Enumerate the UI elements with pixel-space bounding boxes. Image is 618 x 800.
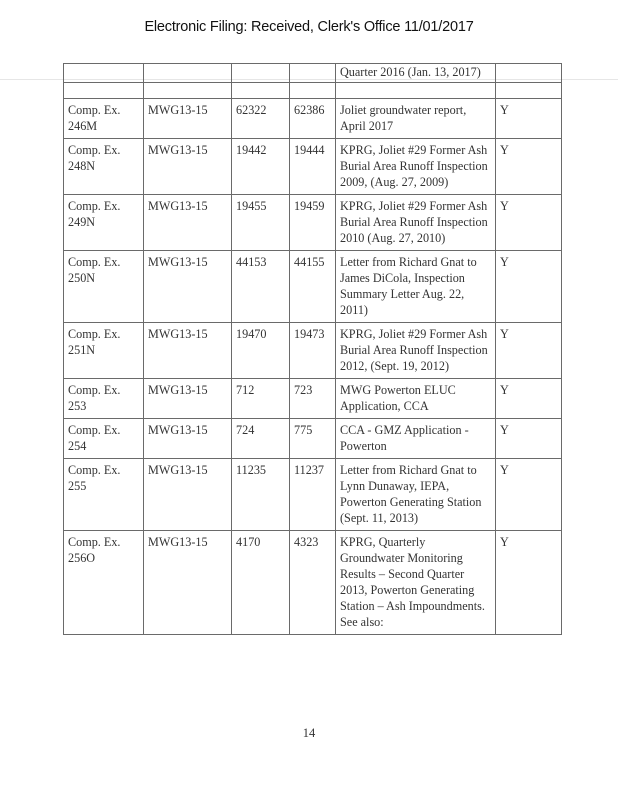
continuation-text: Quarter 2016 (Jan. 13, 2017) bbox=[336, 64, 496, 83]
document-series: MWG13-15 bbox=[144, 99, 232, 139]
bates-start: 19442 bbox=[232, 139, 290, 195]
bates-end: 11237 bbox=[290, 459, 336, 531]
document-series: MWG13-15 bbox=[144, 251, 232, 323]
table-row bbox=[64, 195, 562, 251]
document-series: MWG13-15 bbox=[144, 531, 232, 635]
continuation-row bbox=[64, 64, 562, 83]
bates-start: 712 bbox=[232, 379, 290, 419]
exhibit-prefix: Comp. Ex. bbox=[68, 199, 121, 213]
admitted-flag: Y bbox=[496, 139, 562, 195]
exhibit-prefix: Comp. Ex. bbox=[68, 103, 121, 117]
exhibit-id bbox=[64, 323, 144, 379]
admitted-flag: Y bbox=[496, 459, 562, 531]
table-row bbox=[64, 459, 562, 531]
bates-start: 19470 bbox=[232, 323, 290, 379]
exhibit-description: Joliet groundwater report, April 2017 bbox=[336, 99, 496, 139]
exhibit-description: KPRG, Quarterly Groundwater Monitoring Results – Second Quarter 2013, Powerton Generating Station – Ash Impoundments. See also: bbox=[336, 531, 496, 635]
exhibit-table bbox=[63, 63, 562, 635]
admitted-flag: Y bbox=[496, 99, 562, 139]
exhibit-id bbox=[64, 251, 144, 323]
table-row bbox=[64, 379, 562, 419]
exhibit-number: 255 bbox=[68, 479, 87, 493]
exhibit-description: Letter from Richard Gnat to James DiCola, Inspection Summary Letter Aug. 22, 2011) bbox=[336, 251, 496, 323]
bates-end: 4323 bbox=[290, 531, 336, 635]
page-number: 14 bbox=[302, 726, 316, 740]
exhibit-description: KPRG, Joliet #29 Former Ash Burial Area Runoff Inspection 2012, (Sept. 19, 2012) bbox=[336, 323, 496, 379]
exhibit-number: 253 bbox=[68, 399, 87, 413]
document-series: MWG13-15 bbox=[144, 379, 232, 419]
bates-start: 4170 bbox=[232, 531, 290, 635]
admitted-flag: Y bbox=[496, 531, 562, 635]
table-row bbox=[64, 139, 562, 195]
exhibit-prefix: Comp. Ex. bbox=[68, 383, 121, 397]
table-row bbox=[64, 531, 562, 635]
exhibit-id bbox=[64, 195, 144, 251]
exhibit-prefix: Comp. Ex. bbox=[68, 535, 121, 549]
admitted-flag: Y bbox=[496, 195, 562, 251]
exhibit-id bbox=[64, 531, 144, 635]
exhibit-id bbox=[64, 379, 144, 419]
document-series: MWG13-15 bbox=[144, 459, 232, 531]
bates-end: 723 bbox=[290, 379, 336, 419]
exhibit-number: 256O bbox=[68, 551, 96, 565]
exhibit-number: 254 bbox=[68, 439, 87, 453]
table-row bbox=[64, 251, 562, 323]
bates-start: 62322 bbox=[232, 99, 290, 139]
document-series: MWG13-15 bbox=[144, 419, 232, 459]
exhibit-id bbox=[64, 459, 144, 531]
exhibit-description: MWG Powerton ELUC Application, CCA bbox=[336, 379, 496, 419]
admitted-flag: Y bbox=[496, 379, 562, 419]
exhibit-prefix: Comp. Ex. bbox=[68, 463, 121, 477]
exhibit-prefix: Comp. Ex. bbox=[68, 143, 121, 157]
exhibit-description: Letter from Richard Gnat to Lynn Dunaway, IEPA, Powerton Generating Station (Sept. 11, 2013) bbox=[336, 459, 496, 531]
exhibit-number: 248N bbox=[68, 159, 96, 173]
exhibit-number: 251N bbox=[68, 343, 96, 357]
exhibit-id bbox=[64, 139, 144, 195]
exhibit-description: CCA - GMZ Application - Powerton bbox=[336, 419, 496, 459]
bates-end: 19459 bbox=[290, 195, 336, 251]
bates-end: 62386 bbox=[290, 99, 336, 139]
document-series: MWG13-15 bbox=[144, 139, 232, 195]
exhibit-id bbox=[64, 419, 144, 459]
exhibit-description: KPRG, Joliet #29 Former Ash Burial Area Runoff Inspection 2009, (Aug. 27, 2009) bbox=[336, 139, 496, 195]
filing-stamp-header: Electronic Filing: Received, Clerk's Office 11/01/2017 bbox=[144, 19, 474, 35]
spacer-row bbox=[64, 83, 562, 99]
exhibit-number: 250N bbox=[68, 271, 96, 285]
exhibit-prefix: Comp. Ex. bbox=[68, 327, 121, 341]
bates-start: 724 bbox=[232, 419, 290, 459]
exhibit-number: 249N bbox=[68, 215, 96, 229]
table-row bbox=[64, 99, 562, 139]
exhibit-number: 246M bbox=[68, 119, 98, 133]
bates-end: 44155 bbox=[290, 251, 336, 323]
bates-end: 19473 bbox=[290, 323, 336, 379]
document-series: MWG13-15 bbox=[144, 195, 232, 251]
admitted-flag: Y bbox=[496, 419, 562, 459]
exhibit-rows bbox=[64, 99, 562, 635]
bates-start: 11235 bbox=[232, 459, 290, 531]
bates-end: 19444 bbox=[290, 139, 336, 195]
admitted-flag: Y bbox=[496, 323, 562, 379]
bates-start: 44153 bbox=[232, 251, 290, 323]
admitted-flag: Y bbox=[496, 251, 562, 323]
exhibit-prefix: Comp. Ex. bbox=[68, 255, 121, 269]
exhibit-id bbox=[64, 99, 144, 139]
document-series: MWG13-15 bbox=[144, 323, 232, 379]
exhibit-description: KPRG, Joliet #29 Former Ash Burial Area Runoff Inspection 2010 (Aug. 27, 2010) bbox=[336, 195, 496, 251]
bates-start: 19455 bbox=[232, 195, 290, 251]
table-row bbox=[64, 323, 562, 379]
bates-end: 775 bbox=[290, 419, 336, 459]
exhibit-prefix: Comp. Ex. bbox=[68, 423, 121, 437]
table-row bbox=[64, 419, 562, 459]
